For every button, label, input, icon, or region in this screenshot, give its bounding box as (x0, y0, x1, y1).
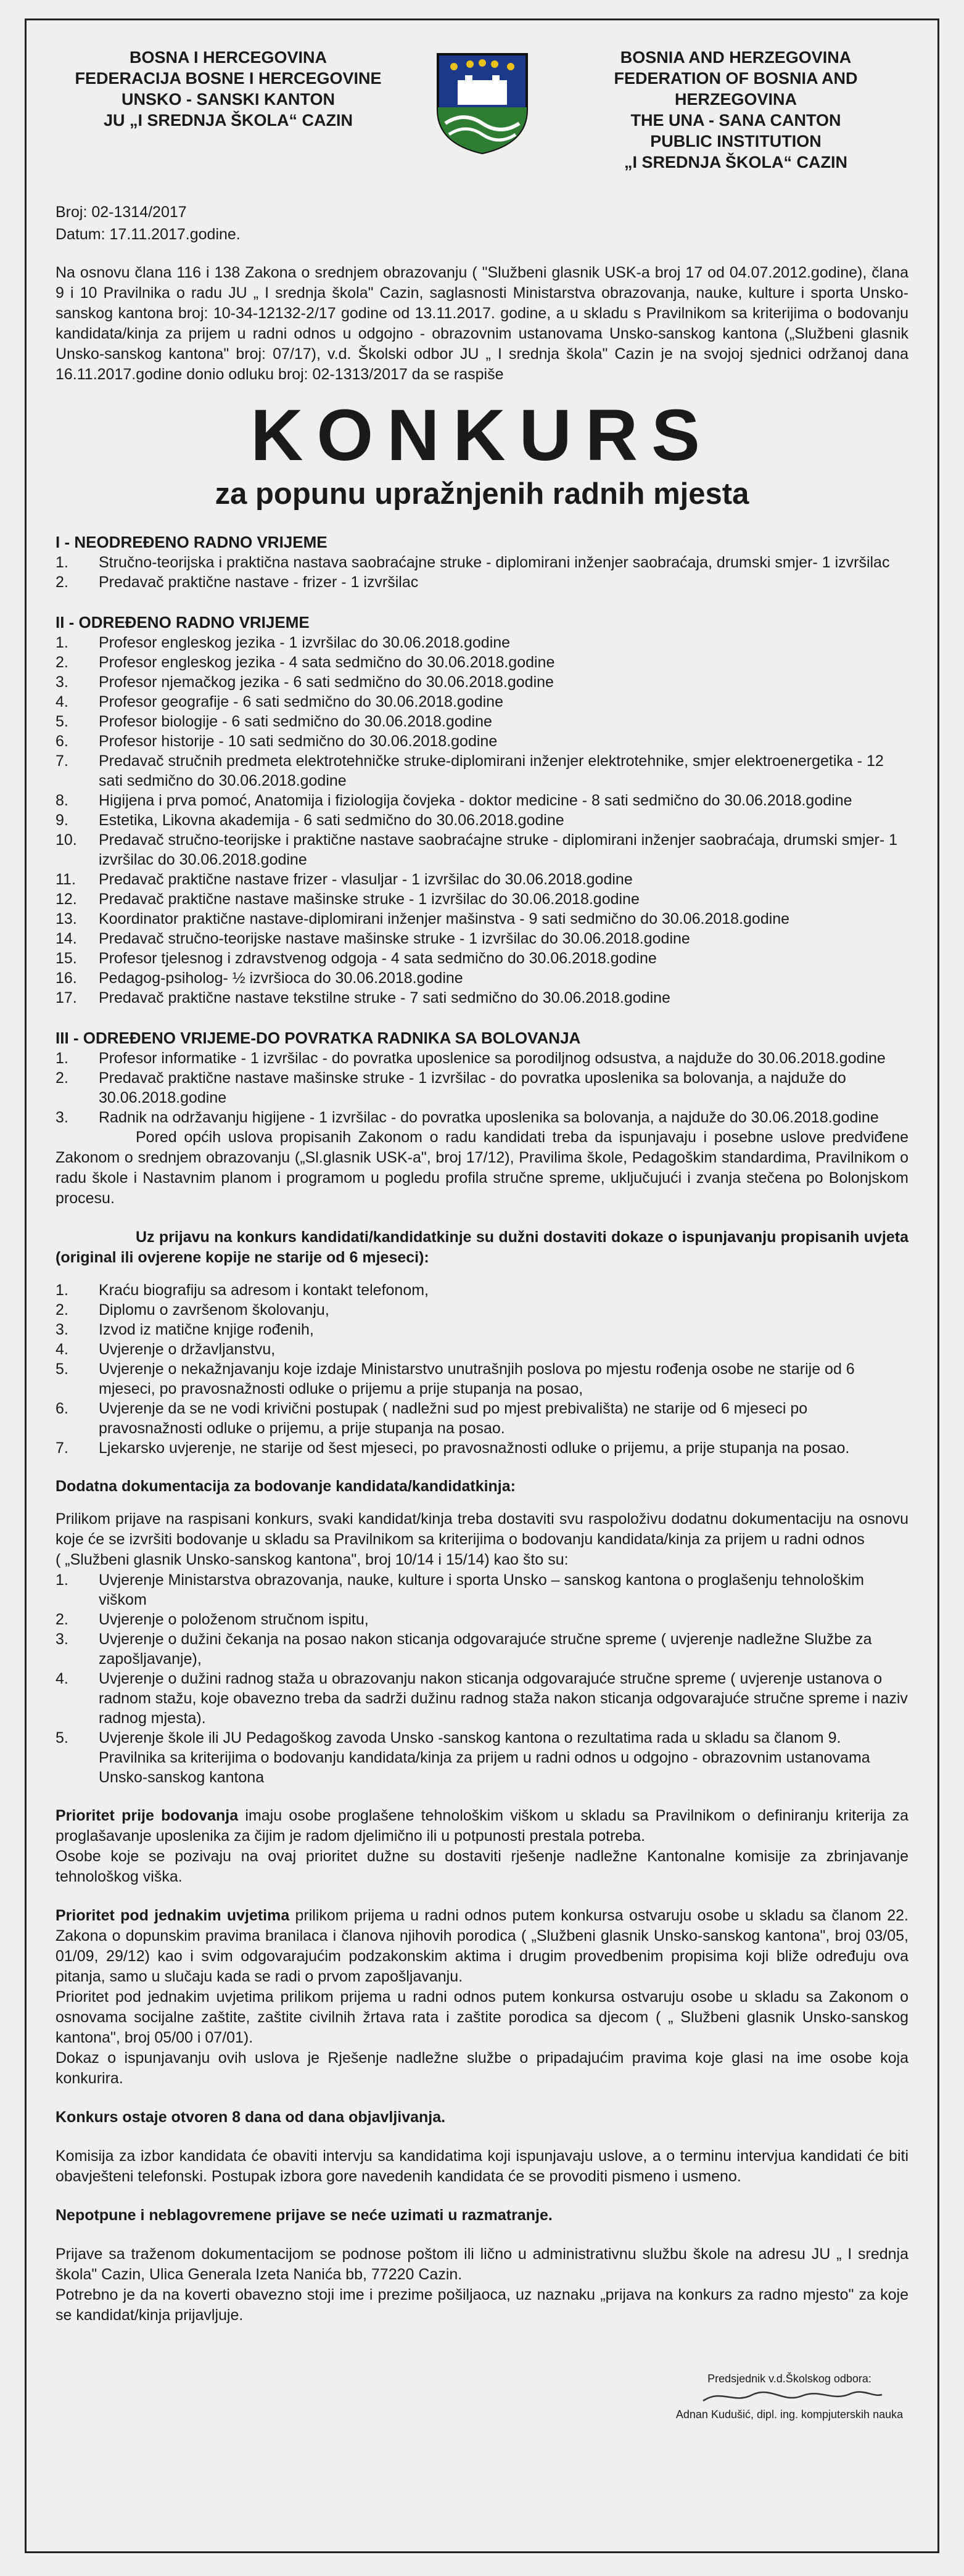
priority-lead: Prioritet prije bodovanja (56, 1807, 239, 1824)
handwritten-signature (666, 2386, 913, 2407)
item-number: 15. (56, 950, 77, 967)
signature-title: Predsjednik v.d.Školskog odbora: (707, 2372, 871, 2385)
item-number: 14. (56, 930, 77, 947)
submission-paragraph: Potrebno je da na koverti obavezno stoji ime i prezime pošiljaoca, uz naznaku „prijava na konkurs za radno mjesto" za koje se kandidat/kinja prijavljuje. (56, 2286, 908, 2324)
page-border (25, 19, 939, 2553)
item-number: 7. (56, 752, 68, 770)
header-right-line: THE UNA - SANA CANTON (630, 111, 841, 130)
document-number: Broj: 02-1314/2017 (56, 204, 187, 221)
priority-text: Prioritet pod jednakim uvjetima prilikom prijema u radni odnos putem konkursa ostvaruju osobe u skladu sa Zakonom o osnovama socijalne zaštite, zaštite civilnih žrtava rata i zaštite porodica sa djecom ( „ Službeni glasnik Unsko-sanskog kantona", broj 05/00 i 07/01). (56, 1988, 908, 2046)
item-text: Uvjerenje škole ili JU Pedagoškog zavoda Unsko -sanskog kantona o rezultatima rada u skladu sa članom 9. Pravilnika sa kriterijima o bodovanju kandidata/kinja za prijem u radni odnos u odgojno - obrazovnim ustanovama Unsko-sanskog kantona (99, 1729, 870, 1786)
item-number: 2. (56, 1301, 68, 1319)
item-text: Uvjerenje o dužini čekanja na posao nakon sticanja odgovarajuće stručne spreme ( uvjerenje nadležne Službe za zapošljavanje), (99, 1631, 872, 1668)
header-left-line: FEDERACIJA BOSNE I HERCEGOVINE (75, 69, 382, 88)
item-text: Kraću biografiju sa adresom i kontakt telefonom, (99, 1282, 429, 1299)
priority-text: prilikom prijema u radni odnos putem konkursa ostvaruju osobe u skladu sa članom 22. Zakona o dopunskim pravima branilaca i članova njihovih porodica ( „Službeni glasnik Unsko-sanskog kantona", broj 03/05, 01/09, 29/12) kao i svim odgovarajućim podzakonskim aktima i drugim provedbenim propisima koji bliže određuju ova pitanja, samo u slučaju kada se radi o prvom zapošljavanju. (56, 1907, 908, 1985)
interview-paragraph: Komisija za izbor kandidata će obaviti intervju sa kandidatima koji ispunjavaju uslove, a o terminu intervjua kandidati će biti obavješteni telefonski. Postupak izbora gore navedenih kandidata će se provoditi pismeno i usmeno. (56, 2147, 908, 2185)
item-text: Koordinator praktične nastave-diplomirani inženjer mašinstva - 9 sati sedmično do 30.06.2018.godine (99, 910, 790, 928)
item-number: 4. (56, 1341, 68, 1358)
item-text: Pedagog-psiholog- ½ izvršioca do 30.06.2018.godine (99, 969, 463, 987)
priority-text: Osobe koje se pozivaju na ovaj prioritet dužne su dostaviti rješenje nadležne Kantonalne komisije za zbrinjavanje tehnološkog viška. (56, 1848, 908, 1885)
item-text: Profesor engleskog jezika - 4 sata sedmično do 30.06.2018.godine (99, 654, 555, 671)
item-number: 1. (56, 554, 68, 571)
item-text: Uvjerenje da se ne vodi krivični postupak ( nadležni sud po mjest prebivališta) ne starije od 6 mjeseci po pravosnažnosti odluke o prijemu, a prije stupanja na posao. (99, 1400, 808, 1437)
item-number: 2. (56, 574, 68, 591)
item-number: 7. (56, 1439, 68, 1457)
signature-name: Adnan Kudušić, dipl. ing. kompjuterskih nauka (675, 2408, 904, 2421)
item-number: 16. (56, 969, 77, 987)
item-number: 3. (56, 1321, 68, 1338)
section-heading: I - NEODREĐENO RADNO VRIJEME (56, 533, 328, 551)
item-text: Predavač stručno-teorijske nastave mašinske struke - 1 izvršilac do 30.06.2018.godine (99, 930, 690, 947)
header-left-line: BOSNA I HERCEGOVINA (129, 48, 328, 67)
item-number: 6. (56, 733, 68, 750)
item-number: 11. (56, 871, 76, 888)
deadline-notice: Konkurs ostaje otvoren 8 dana od dana objavljivanja. (56, 2109, 446, 2126)
document-subtitle: za popunu upražnjenih radnih mjesta (215, 477, 749, 511)
header-right-line: PUBLIC INSTITUTION (650, 132, 822, 150)
item-number: 4. (56, 693, 68, 710)
item-number: 2. (56, 1069, 68, 1087)
item-text: Ljekarsko uvjerenje, ne starije od šest mjeseci, po pravosnažnosti odluke o prijemu, a prije stupanja na posao. (99, 1439, 850, 1457)
item-number: 5. (56, 1360, 68, 1378)
item-text: Stručno-teorijska i praktična nastava saobraćajne struke - diplomirani inženjer saobraćaja, drumski smjer- 1 izvršilac (99, 554, 890, 571)
item-number: 2. (56, 654, 68, 671)
section-heading: III - ODREĐENO VRIJEME-DO POVRATKA RADNIKA SA BOLOVANJA (56, 1029, 581, 1047)
item-text: Profesor tjelesnog i zdravstvenog odgoja - 4 sata sedmično do 30.06.2018.godine (99, 950, 657, 967)
item-text: Profesor geografije - 6 sati sedmično do 30.06.2018.godine (99, 693, 503, 710)
item-text: Diplomu o završenom školovanju, (99, 1301, 329, 1319)
priority-text: Dokaz o ispunjavanju ovih uslova je Rješenje nadležne službe o pripadajućim pravima koje glasi na ime osobe koja konkurira. (56, 2049, 908, 2087)
item-text: Predavač praktične nastave - frizer - 1 izvršilac (99, 574, 419, 591)
item-text: Uvjerenje o položenom stručnom ispitu, (99, 1611, 369, 1628)
item-text: Estetika, Likovna akademija - 6 sati sedmično do 30.06.2018.godine (99, 812, 564, 829)
item-text: Predavač stručnih predmeta elektrotehničke struke-diplomirani inženjer elektrotehnike, smjer elektroenergetika - 12 sati sedmično do 30.06.2018.godine (99, 752, 884, 789)
signature-block (666, 2371, 913, 2422)
conditions-note: Pored općih uslova propisanih Zakonom o radu kandidati treba da ispunjavaju i posebne uslove predviđene Zakonom o srednjem obrazovanju („Sl.glasnik USK-a", broj 17/12), Pravilima škole, Pedagoškim standardima, Pravilnikom o radu škole i Nastavnim planom i programom u pogledu profila stručne spreme, uključujući i zvanja stečena po Bolonjskom procesu. (56, 1129, 908, 1207)
item-text: Profesor informatike - 1 izvršilac - do povratka uposlenice sa porodiljnog odsustva, a najduže do 30.06.2018.godine (99, 1050, 886, 1067)
item-number: 4. (56, 1670, 68, 1687)
document-date: Datum: 17.11.2017.godine. (56, 226, 241, 243)
submission-paragraph: Prijave sa traženom dokumentacijom se podnose poštom ili lično u administrativnu službu škole na adresu JU „ I srednja škola" Cazin, Ulica Generala Izeta Nanića bb, 77220 Cazin. (56, 2245, 908, 2283)
header-right-line: BOSNIA AND HERZEGOVINA (620, 48, 852, 67)
item-number: 8. (56, 792, 68, 809)
intro-paragraph: Na osnovu člana 116 i 138 Zakona o srednjem obrazovanju ( "Službeni glasnik USK-a broj 17 od 04.07.2012.godine), člana 9 i 10 Pravilnika o radu JU „ I srednja škola" Cazin, saglasnosti Ministarstva obrazovanja, nauke, kulture i sporta Unsko-sanskog kantona broj: 10-34-12132-2/17 godine od 13.11.2017. godine, a u skladu s Pravilnikom sa kriterijima o bodovanju kandidata/kinja za prijem u radni odnos u odgojno - obrazovnim ustanovama Unsko-sanskog kantona („Službeni glasnik Unsko-sanskog kantona" broj: 07/17), v.d. Školski odbor JU „ I srednja škola" Cazin je na svojoj sjednici održanoj dana 16.11.2017.godine donio odluku broj: 02-1313/2017 da se raspiše (56, 264, 908, 383)
incomplete-notice: Nepotpune i neblagovremene prijave se neće uzimati u razmatranje. (56, 2207, 553, 2224)
extra-docs-reference: ( „Službeni glasnik Unsko-sanskog kantona", broj 10/14 i 15/14) kao što su: (56, 1551, 569, 1568)
item-text: Predavač praktične nastave frizer - vlasuljar - 1 izvršilac do 30.06.2018.godine (99, 871, 633, 888)
header-right-line: FEDERATION OF BOSNIA AND HERZEGOVINA (614, 69, 858, 109)
item-text: Profesor engleskog jezika - 1 izvršilac do 30.06.2018.godine (99, 634, 511, 651)
item-number: 6. (56, 1400, 68, 1417)
item-text: Higijena i prva pomoć, Anatomija i fiziologija čovjeka - doktor medicine - 8 sati sedmično do 30.06.2018.godine (99, 792, 852, 809)
item-number: 5. (56, 713, 68, 730)
item-text: Predavač praktične nastave mašinske struke - 1 izvršilac do 30.06.2018.godine (99, 891, 640, 908)
item-text: Uvjerenje o dužini radnog staža u obrazovanju nakon sticanja odgovarajuće stručne spreme ( uvjerenje ustanova o radnom stažu, koje obavezno treba da sadrži dužinu radnog staža nakon sticanja odgovarajuće stručne spreme i naziv radnog mjesta). (99, 1670, 908, 1727)
item-text: Predavač praktične nastave mašinske struke - 1 izvršilac - do povratka uposlenika sa bolovanja, a najduže do 30.06.2018.godine (99, 1069, 846, 1106)
item-number: 3. (56, 1109, 68, 1126)
item-text: Radnik na održavanju higijene - 1 izvršilac - do povratka uposlenika sa bolovanja, a najduže do 30.06.2018.godine (99, 1109, 879, 1126)
item-number: 1. (56, 1050, 68, 1067)
item-number: 1. (56, 1282, 68, 1299)
item-number: 1. (56, 1571, 68, 1589)
item-number: 13. (56, 910, 77, 928)
item-text: Predavač praktične nastave tekstilne struke - 7 sati sedmično do 30.06.2018.godine (99, 989, 670, 1006)
extra-docs-paragraph: Prilikom prijave na raspisani konkurs, svaki kandidat/kinja treba dostaviti svu raspoloživu dodatnu dokumentaciju na osnovu koje će se izvršiti bodovanje u skladu sa Pravilnikom sa kriterijima o bodovanju kandidata/kinja za prijem u radni odnos (56, 1510, 908, 1548)
header-left-line: UNSKO - SANSKI KANTON (121, 90, 336, 109)
extra-docs-heading: Dodatna dokumentacija za bodovanje kandidata/kandidatkinja: (56, 1478, 516, 1495)
item-number: 3. (56, 1631, 68, 1648)
item-number: 1. (56, 634, 68, 651)
item-text: Uvjerenje o nekažnjavanju koje izdaje Ministarstvo unutrašnjih poslova po mjestu rođenja osobe ne starije od 6 mjeseci, po pravosnažnosti odluke o prijemu a prije stupanja na posao, (99, 1360, 855, 1397)
item-number: 9. (56, 812, 68, 829)
item-text: Uvjerenje Ministarstva obrazovanja, nauke, kulture i sporta Unsko – sanskog kantona o proglašenju tehnološkim viškom (99, 1571, 864, 1608)
item-number: 5. (56, 1729, 68, 1747)
priority-lead: Prioritet pod jednakim uvjetima (56, 1907, 290, 1924)
section-heading: II - ODREĐENO RADNO VRIJEME (56, 613, 310, 632)
item-number: 3. (56, 673, 68, 691)
item-text: Profesor historije - 10 sati sedmično do 30.06.2018.godine (99, 733, 498, 750)
header-left-line: JU „I SREDNJA ŠKOLA“ CAZIN (103, 111, 353, 130)
item-text: Izvod iz matične knjige rođenih, (99, 1321, 314, 1338)
priority-text: imaju osobe proglašene tehnološkim viškom u skladu sa Pravilnikom o definiranju kriterija za proglašavanje uposlenika za čijim je radom djelimično ili u potpunosti prestala potreba. (56, 1807, 908, 1845)
item-text: Profesor njemačkog jezika - 6 sati sedmično do 30.06.2018.godine (99, 673, 554, 691)
item-text: Profesor biologije - 6 sati sedmično do 30.06.2018.godine (99, 713, 492, 730)
header-right-line: „I SREDNJA ŠKOLA“ CAZIN (624, 153, 848, 171)
item-number: 2. (56, 1611, 68, 1628)
item-number: 10. (56, 831, 77, 849)
docs-heading: Uz prijavu na konkurs kandidati/kandidatkinje su dužni dostaviti dokaze o ispunjavanju propisanih uvjeta (original ili ovjerene kopije ne starije od 6 mjeseci): (56, 1228, 908, 1266)
item-text: Predavač stručno-teorijske i praktične nastave saobraćajne struke - diplomirani inženjer saobraćaja, drumski smjer- 1 izvršilac do 30.06.2018.godine (99, 831, 898, 868)
item-text: Uvjerenje o državljanstvu, (99, 1341, 276, 1358)
item-number: 12. (56, 891, 77, 908)
document-title: KONKURS (250, 395, 714, 476)
item-number: 17. (56, 989, 77, 1006)
